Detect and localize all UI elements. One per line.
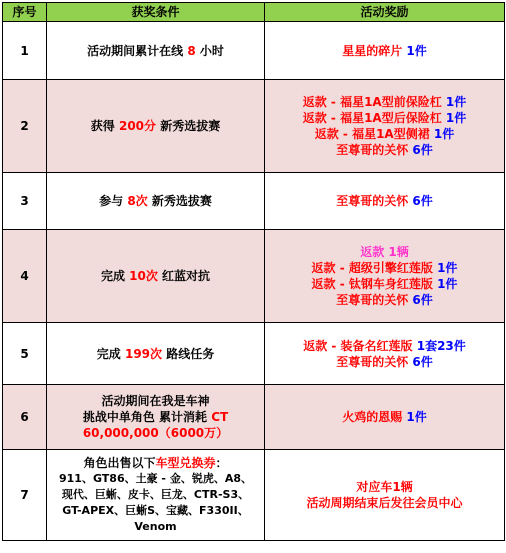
condition-value: CT bbox=[211, 410, 229, 424]
condition-text: GT-APEX、巨蜥S、宝藏、F330II、 bbox=[62, 504, 249, 517]
reward-cell bbox=[265, 323, 505, 385]
condition-text: 路线任务 bbox=[166, 346, 215, 361]
row-number: 1 bbox=[3, 22, 47, 80]
condition-text: 小时 bbox=[199, 43, 224, 58]
condition-cell bbox=[47, 323, 265, 385]
reward-qty: 1件 bbox=[406, 43, 427, 58]
condition-text: 获得 bbox=[90, 119, 115, 133]
condition-text: 角色出售以下 bbox=[83, 456, 156, 470]
reward-cell bbox=[265, 450, 505, 541]
row-number: 2 bbox=[3, 80, 47, 173]
reward-qty: 6件 bbox=[412, 293, 433, 307]
reward-name: 对应车1辆 bbox=[356, 480, 413, 494]
reward-qty: 1件 bbox=[406, 410, 427, 424]
condition-cell bbox=[47, 22, 265, 80]
reward-name: 返款 bbox=[360, 245, 385, 259]
reward-name: 返款 - 钛钢车身红莲版 bbox=[311, 277, 433, 291]
table-row bbox=[3, 323, 505, 385]
reward-name: 星星的碎片 bbox=[342, 43, 403, 58]
condition-text: 911、GT86、土豪 - 金、锐虎、A8、 bbox=[59, 472, 252, 485]
reward-name: 返款 - 福星1A型后保险杠 bbox=[302, 111, 442, 125]
row-number: 3 bbox=[3, 173, 47, 230]
reward-qty: 1件 bbox=[437, 277, 458, 291]
reward-qty: 6件 bbox=[412, 194, 433, 208]
reward-cell bbox=[265, 173, 505, 230]
row-number: 7 bbox=[3, 450, 47, 541]
condition-text: 完成 bbox=[96, 346, 121, 361]
condition-text: 完成 bbox=[100, 269, 125, 283]
condition-value: 60,000,000（6000万） bbox=[82, 426, 229, 440]
reward-qty: 1件 bbox=[445, 95, 467, 109]
condition-cell bbox=[47, 385, 265, 450]
condition-value: 车型兑换券 bbox=[155, 456, 216, 470]
reward-name: 返款 - 福星1A型侧裙 bbox=[314, 127, 430, 141]
condition-text: 活动期间在我是车神 bbox=[101, 394, 210, 408]
reward-name: 活动周期结束后发往会员中心 bbox=[306, 496, 463, 510]
condition-cell bbox=[47, 173, 265, 230]
condition-cell bbox=[47, 230, 265, 323]
reward-qty: 1件 bbox=[433, 127, 455, 141]
header-condition: 获奖条件 bbox=[47, 3, 265, 22]
table-row bbox=[3, 173, 505, 230]
condition-value: 10次 bbox=[129, 269, 158, 283]
reward-cell bbox=[265, 230, 505, 323]
reward-cell bbox=[265, 80, 505, 173]
condition-value: 8 bbox=[187, 43, 196, 58]
reward-qty: 1辆 bbox=[388, 245, 409, 259]
reward-name: 返款 - 福星1A型前保险杠 bbox=[302, 95, 442, 109]
reward-name: 至尊哥的关怀 bbox=[336, 143, 409, 157]
reward-name: 返款 - 超级引擎红莲版 bbox=[311, 261, 433, 275]
table-row bbox=[3, 450, 505, 541]
reward-qty: 6件 bbox=[412, 143, 433, 157]
condition-text: 现代、巨蜥、皮卡、巨龙、CTR-S3、 bbox=[61, 488, 250, 501]
reward-cell bbox=[265, 22, 505, 80]
header-no: 序号 bbox=[3, 3, 47, 22]
condition-text: 新秀选拔赛 bbox=[160, 119, 221, 133]
reward-cell bbox=[265, 385, 505, 450]
reward-name: 火鸡的恩赐 bbox=[342, 410, 403, 424]
condition-text: 挑战中单角色 累计消耗 bbox=[82, 410, 207, 424]
row-number: 4 bbox=[3, 230, 47, 323]
condition-text: 新秀选拔赛 bbox=[151, 194, 212, 208]
reward-name: 至尊哥的关怀 bbox=[336, 194, 409, 208]
reward-table bbox=[2, 2, 505, 541]
row-number: 5 bbox=[3, 323, 47, 385]
condition-cell bbox=[47, 450, 265, 541]
condition-text: Venom bbox=[134, 520, 177, 533]
condition-cell bbox=[47, 80, 265, 173]
reward-name: 返款 - 装备名红莲版 bbox=[303, 338, 413, 353]
condition-value: 8次 bbox=[127, 194, 148, 208]
condition-value: 199次 bbox=[124, 346, 163, 361]
reward-name: 至尊哥的关怀 bbox=[336, 293, 409, 307]
condition-text: 红蓝对抗 bbox=[162, 269, 211, 283]
reward-qty: 1套23件 bbox=[416, 338, 466, 353]
reward-qty: 6件 bbox=[412, 354, 433, 369]
condition-text: 活动期间累计在线 bbox=[87, 43, 184, 58]
table-row bbox=[3, 230, 505, 323]
header-reward: 活动奖励 bbox=[265, 3, 505, 22]
condition-value: 200分 bbox=[118, 119, 157, 133]
table-row bbox=[3, 385, 505, 450]
reward-qty: 1件 bbox=[445, 111, 467, 125]
table-row bbox=[3, 22, 505, 80]
condition-text: 参与 bbox=[99, 194, 124, 208]
table-row bbox=[3, 80, 505, 173]
reward-name: 至尊哥的关怀 bbox=[336, 354, 409, 369]
condition-text: ： bbox=[215, 456, 228, 470]
reward-qty: 1件 bbox=[437, 261, 458, 275]
row-number: 6 bbox=[3, 385, 47, 450]
